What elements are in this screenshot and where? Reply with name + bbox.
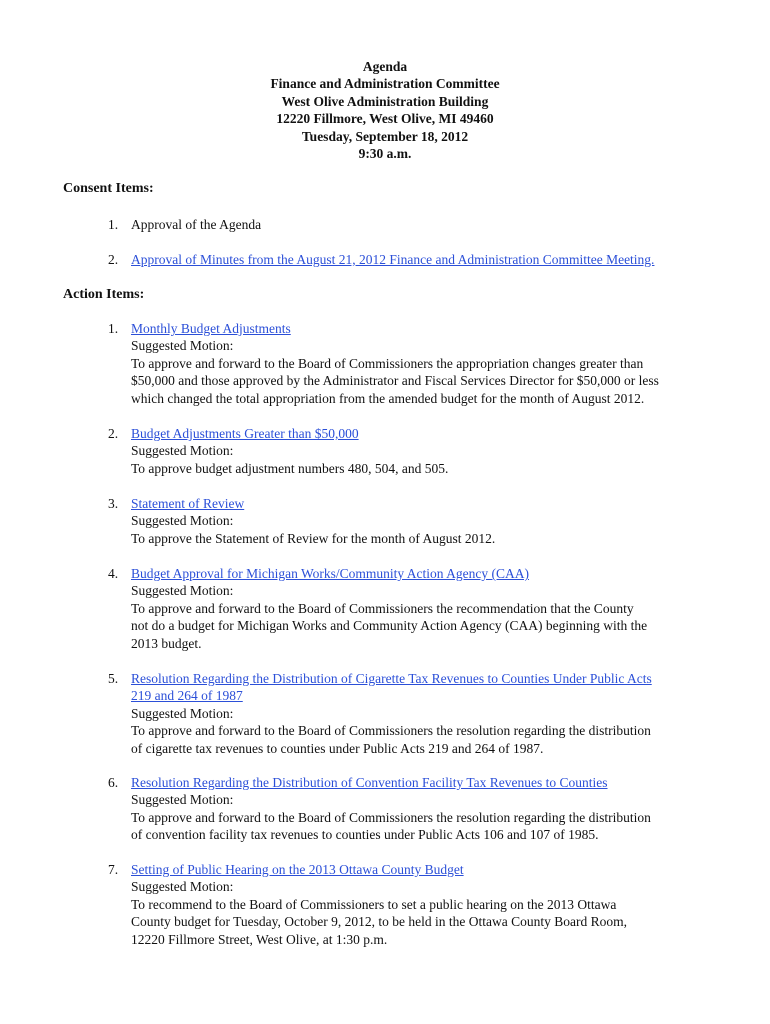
motion-text: 12220 Fillmore Street, West Olive, at 1:30 p.m.	[131, 931, 388, 947]
item-number: 1.	[108, 321, 119, 336]
motion-text: To approve the Statement of Review for the month of August 2012.	[131, 530, 496, 546]
motion-text: To recommend to the Board of Commissioners to set a public hearing on the 2013 Ottawa	[131, 896, 617, 912]
motion-text: 2013 budget.	[131, 635, 202, 651]
meeting-time: 9:30 a.m.	[358, 146, 412, 162]
motion-text: $50,000 and those approved by the Administrator and Fiscal Services Director for $50,000 or less	[131, 373, 659, 389]
suggested-motion-label: Suggested Motion:	[131, 792, 234, 808]
motion-text: To approve and forward to the Board of Commissioners the recommendation that the County	[131, 600, 634, 616]
motion-text: To approve and forward to the Board of Commissioners the appropriation changes greater than	[131, 355, 644, 371]
agenda-header	[0, 58, 770, 162]
address: 12220 Fillmore, West Olive, MI 49460	[276, 111, 494, 127]
item-number: 7.	[108, 862, 119, 877]
public-hearing-budget-link[interactable]: Setting of Public Hearing on the 2013 Ottawa County Budget	[131, 862, 464, 877]
motion-text: of cigarette tax revenues to counties under Public Acts 219 and 264 of 1987.	[131, 740, 544, 756]
budget-approval-michigan-works-link[interactable]: Budget Approval for Michigan Works/Community Action Agency (CAA)	[131, 566, 529, 581]
motion-text: of convention facility tax revenues to counties under Public Acts 106 and 107 of 1985.	[131, 827, 599, 843]
suggested-motion-label: Suggested Motion:	[131, 338, 234, 354]
motion-text: To approve and forward to the Board of Commissioners the resolution regarding the distribution	[131, 723, 651, 739]
building-name: West Olive Administration Building	[281, 93, 489, 109]
motion-text: which changed the total appropriation from the amended budget for the month of August 2012.	[131, 390, 645, 406]
item-number: 4.	[108, 566, 119, 581]
motion-text: To approve and forward to the Board of Commissioners the resolution regarding the distribution	[131, 809, 651, 825]
suggested-motion-label: Suggested Motion:	[131, 583, 234, 599]
monthly-budget-adjustments-link[interactable]: Monthly Budget Adjustments	[131, 321, 291, 336]
minutes-link[interactable]: Approval of Minutes from the August 21, 2012 Finance and Administration Committee Meeting.	[131, 252, 655, 267]
statement-of-review-link[interactable]: Statement of Review	[131, 496, 245, 511]
item-number: 6.	[108, 775, 119, 790]
item-number: 2.	[108, 426, 119, 441]
suggested-motion-label: Suggested Motion:	[131, 879, 234, 895]
cigarette-tax-resolution-link-continued[interactable]: 219 and 264 of 1987	[131, 688, 243, 704]
consent-item-text: Approval of the Agenda	[131, 217, 262, 232]
budget-adjustments-greater-link[interactable]: Budget Adjustments Greater than $50,000	[131, 426, 359, 441]
action-items-heading: Action Items:	[63, 287, 145, 302]
motion-text: not do a budget for Michigan Works and Community Action Agency (CAA) beginning with the	[131, 618, 648, 634]
motion-text: County budget for Tuesday, October 9, 2012, to be held in the Ottawa County Board Room,	[131, 914, 627, 930]
item-number: 3.	[108, 496, 119, 511]
committee-name: Finance and Administration Committee	[270, 76, 500, 92]
suggested-motion-label: Suggested Motion:	[131, 705, 234, 721]
item-number: 2.	[108, 252, 119, 267]
convention-facility-tax-resolution-link[interactable]: Resolution Regarding the Distribution of Convention Facility Tax Revenues to Counties	[131, 775, 608, 790]
consent-items-heading: Consent Items:	[63, 181, 154, 196]
header-title: Agenda	[362, 59, 408, 74]
item-number: 1.	[108, 217, 119, 232]
cigarette-tax-resolution-link[interactable]: Resolution Regarding the Distribution of Cigarette Tax Revenues to Counties Under Public Acts	[131, 671, 652, 686]
meeting-date: Tuesday, September 18, 2012	[301, 128, 469, 144]
motion-text: To approve budget adjustment numbers 480, 504, and 505.	[131, 460, 449, 476]
item-number: 5.	[108, 671, 119, 686]
suggested-motion-label: Suggested Motion:	[131, 513, 234, 529]
suggested-motion-label: Suggested Motion:	[131, 443, 234, 459]
